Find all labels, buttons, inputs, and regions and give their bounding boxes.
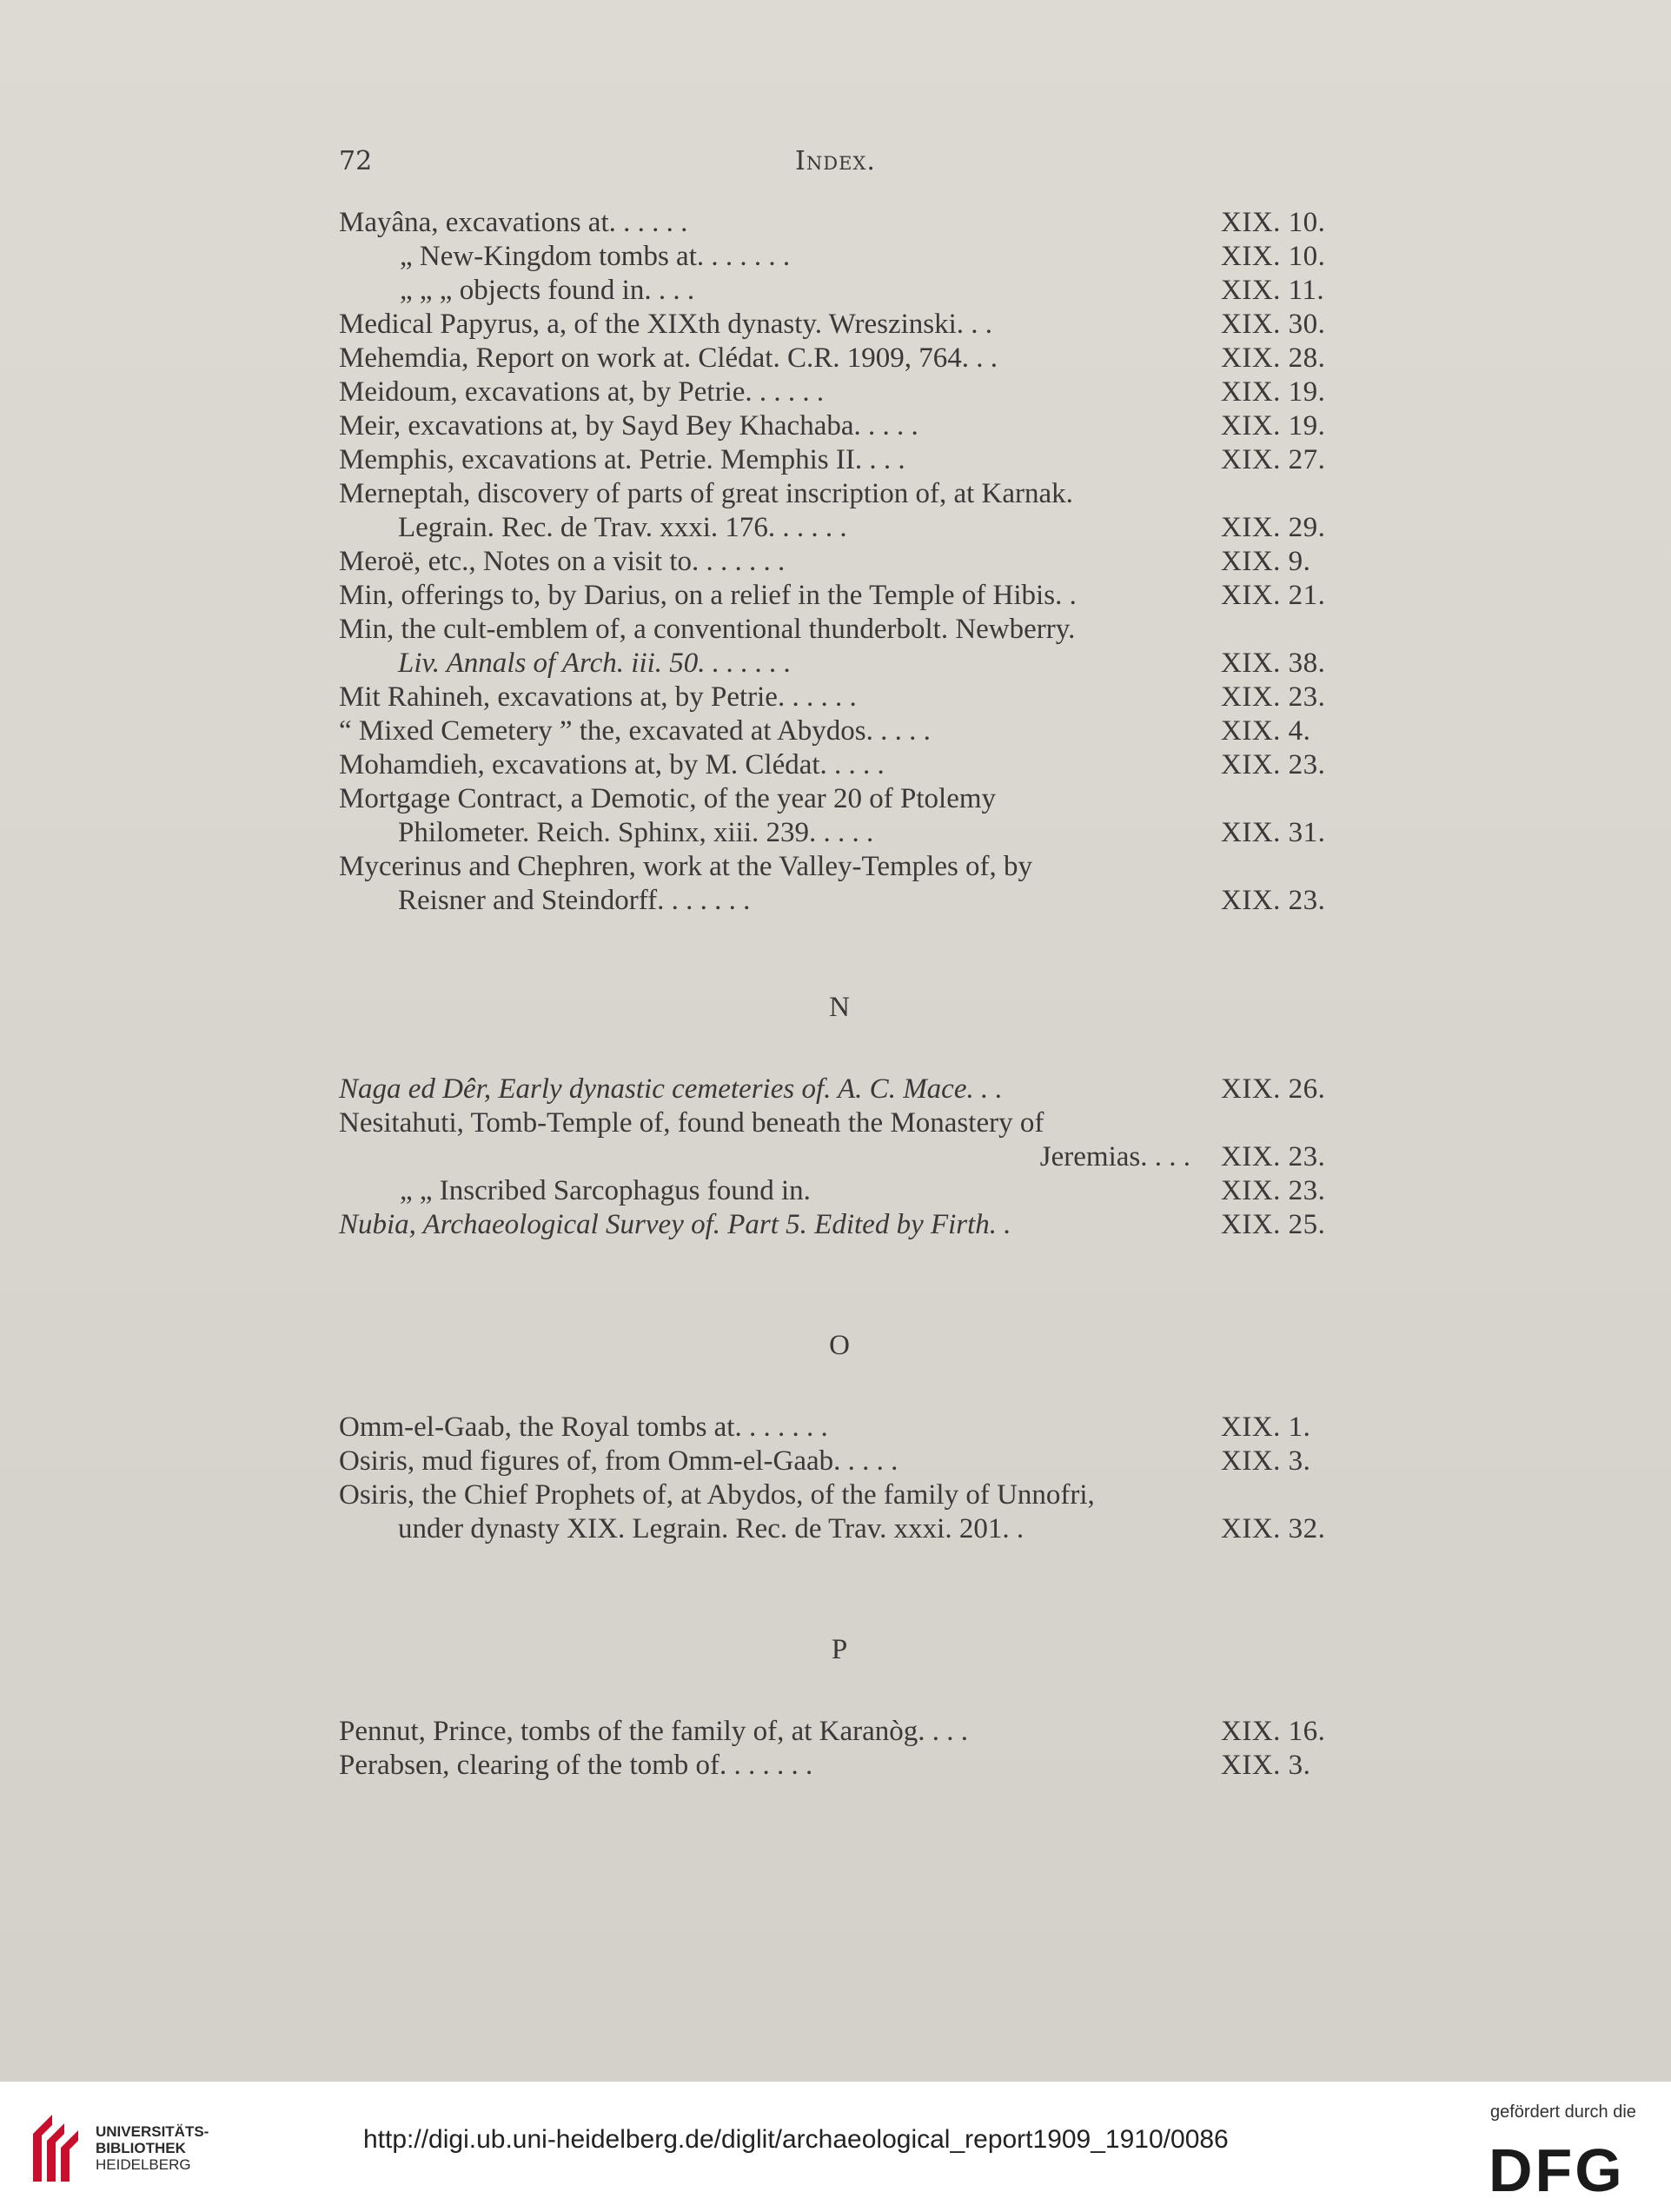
index-entry: under dynasty XIX. Legrain. Rec. de Trav. xxxi. 201. . XIX. 32.	[398, 1513, 1326, 1544]
digitization-footer	[0, 2082, 1671, 2212]
index-entry: Meroë, etc., Notes on a visit to. . . . . . . XIX. 9.	[339, 546, 1311, 577]
index-entry: Mit Rahineh, excavations at, by Petrie. . . . . . XIX. 23.	[339, 681, 1326, 713]
index-entry: Mayâna, excavations at. . . . . . XIX. 10.	[339, 207, 1326, 238]
index-entry: „ New-Kingdom tombs at. . . . . . . XIX. 10.	[400, 241, 1326, 272]
index-entry: “ Mixed Cemetery ” the, excavated at Abydos. . . . . XIX. 4.	[339, 715, 1311, 747]
library-logo-icon	[26, 2108, 87, 2186]
index-entry: Jeremias. . . . XIX. 23.	[1039, 1141, 1326, 1172]
index-entry: Osiris, mud figures of, from Omm-el-Gaab. . . . . XIX. 3.	[339, 1445, 1311, 1477]
index-entry: Mycerinus and Chephren, work at the Valley-Temples of, by	[339, 851, 1033, 882]
index-entry: Liv. Annals of Arch. iii. 50. . . . . . . XIX. 38.	[398, 648, 1326, 679]
index-entry: Memphis, excavations at. Petrie. Memphis II. . . . XIX. 27.	[339, 444, 1326, 475]
index-entry: Min, offerings to, by Darius, on a relief in the Temple of Hibis. . XIX. 21.	[339, 580, 1326, 611]
index-entry: Nubia, Archaeological Survey of. Part 5. Edited by Firth. . XIX. 25.	[339, 1209, 1326, 1240]
index-entry: Meir, excavations at, by Sayd Bey Khachaba. . . . . XIX. 19.	[339, 410, 1326, 442]
index-entries	[339, 206, 1340, 1783]
index-entry: Mohamdieh, excavations at, by M. Clédat. . . . . XIX. 23.	[339, 749, 1326, 781]
section-letter-n: N	[829, 992, 850, 1023]
page-number: 72	[339, 146, 373, 176]
running-title: Index.	[795, 146, 876, 176]
index-entry: Perabsen, clearing of the tomb of. . . . . . . XIX. 3.	[339, 1750, 1311, 1781]
page-header	[0, 146, 1671, 189]
funded-by-label: gefördert durch die	[1490, 2102, 1636, 2122]
section-letter-o: O	[829, 1330, 850, 1361]
index-entry: Osiris, the Chief Prophets of, at Abydos, of the family of Unnofri,	[339, 1479, 1095, 1511]
index-entry: Legrain. Rec. de Trav. xxxi. 176. . . . . . XIX. 29.	[398, 512, 1326, 543]
index-entry: Medical Papyrus, a, of the XIXth dynasty. Wreszinski. . . XIX. 30.	[339, 309, 1326, 340]
index-entry: Reisner and Steindorff. . . . . . . XIX. 23.	[398, 885, 1326, 916]
dfg-logo: DFG	[1489, 2136, 1625, 2204]
library-name: UNIVERSITÄTS- BIBLIOTHEK HEIDELBERG	[96, 2123, 209, 2173]
index-entry: Naga ed Dêr, Early dynastic cemeteries of. A. C. Mace. . . XIX. 26.	[339, 1073, 1326, 1105]
index-entry: „ „ „ objects found in. . . . XIX. 11.	[400, 275, 1325, 306]
section-letter-p: P	[831, 1634, 848, 1665]
index-entry: Nesitahuti, Tomb-Temple of, found beneath the Monastery of	[339, 1107, 1044, 1139]
index-entry: Mehemdia, Report on work at. Clédat. C.R. 1909, 764. . . XIX. 28.	[339, 342, 1326, 374]
index-entry: Mortgage Contract, a Demotic, of the year 20 of Ptolemy	[339, 783, 997, 814]
index-entry: Pennut, Prince, tombs of the family of, at Karanòg. . . . XIX. 16.	[339, 1716, 1326, 1747]
source-url[interactable]: http://digi.ub.uni-heidelberg.de/diglit/archaeological_report1909_1910/0086	[363, 2125, 1229, 2154]
index-entry: „ „ Inscribed Sarcophagus found in. XIX. 23.	[400, 1175, 1326, 1206]
index-entry: Philometer. Reich. Sphinx, xiii. 239. . . . . XIX. 31.	[398, 817, 1326, 848]
index-entry: Merneptah, discovery of parts of great inscription of, at Karnak.	[339, 478, 1073, 509]
index-entry: Meidoum, excavations at, by Petrie. . . . . . XIX. 19.	[339, 376, 1326, 408]
index-entry: Min, the cult-emblem of, a conventional thunderbolt. Newberry.	[339, 614, 1076, 645]
index-entry: Omm-el-Gaab, the Royal tombs at. . . . . . . XIX. 1.	[339, 1412, 1311, 1443]
